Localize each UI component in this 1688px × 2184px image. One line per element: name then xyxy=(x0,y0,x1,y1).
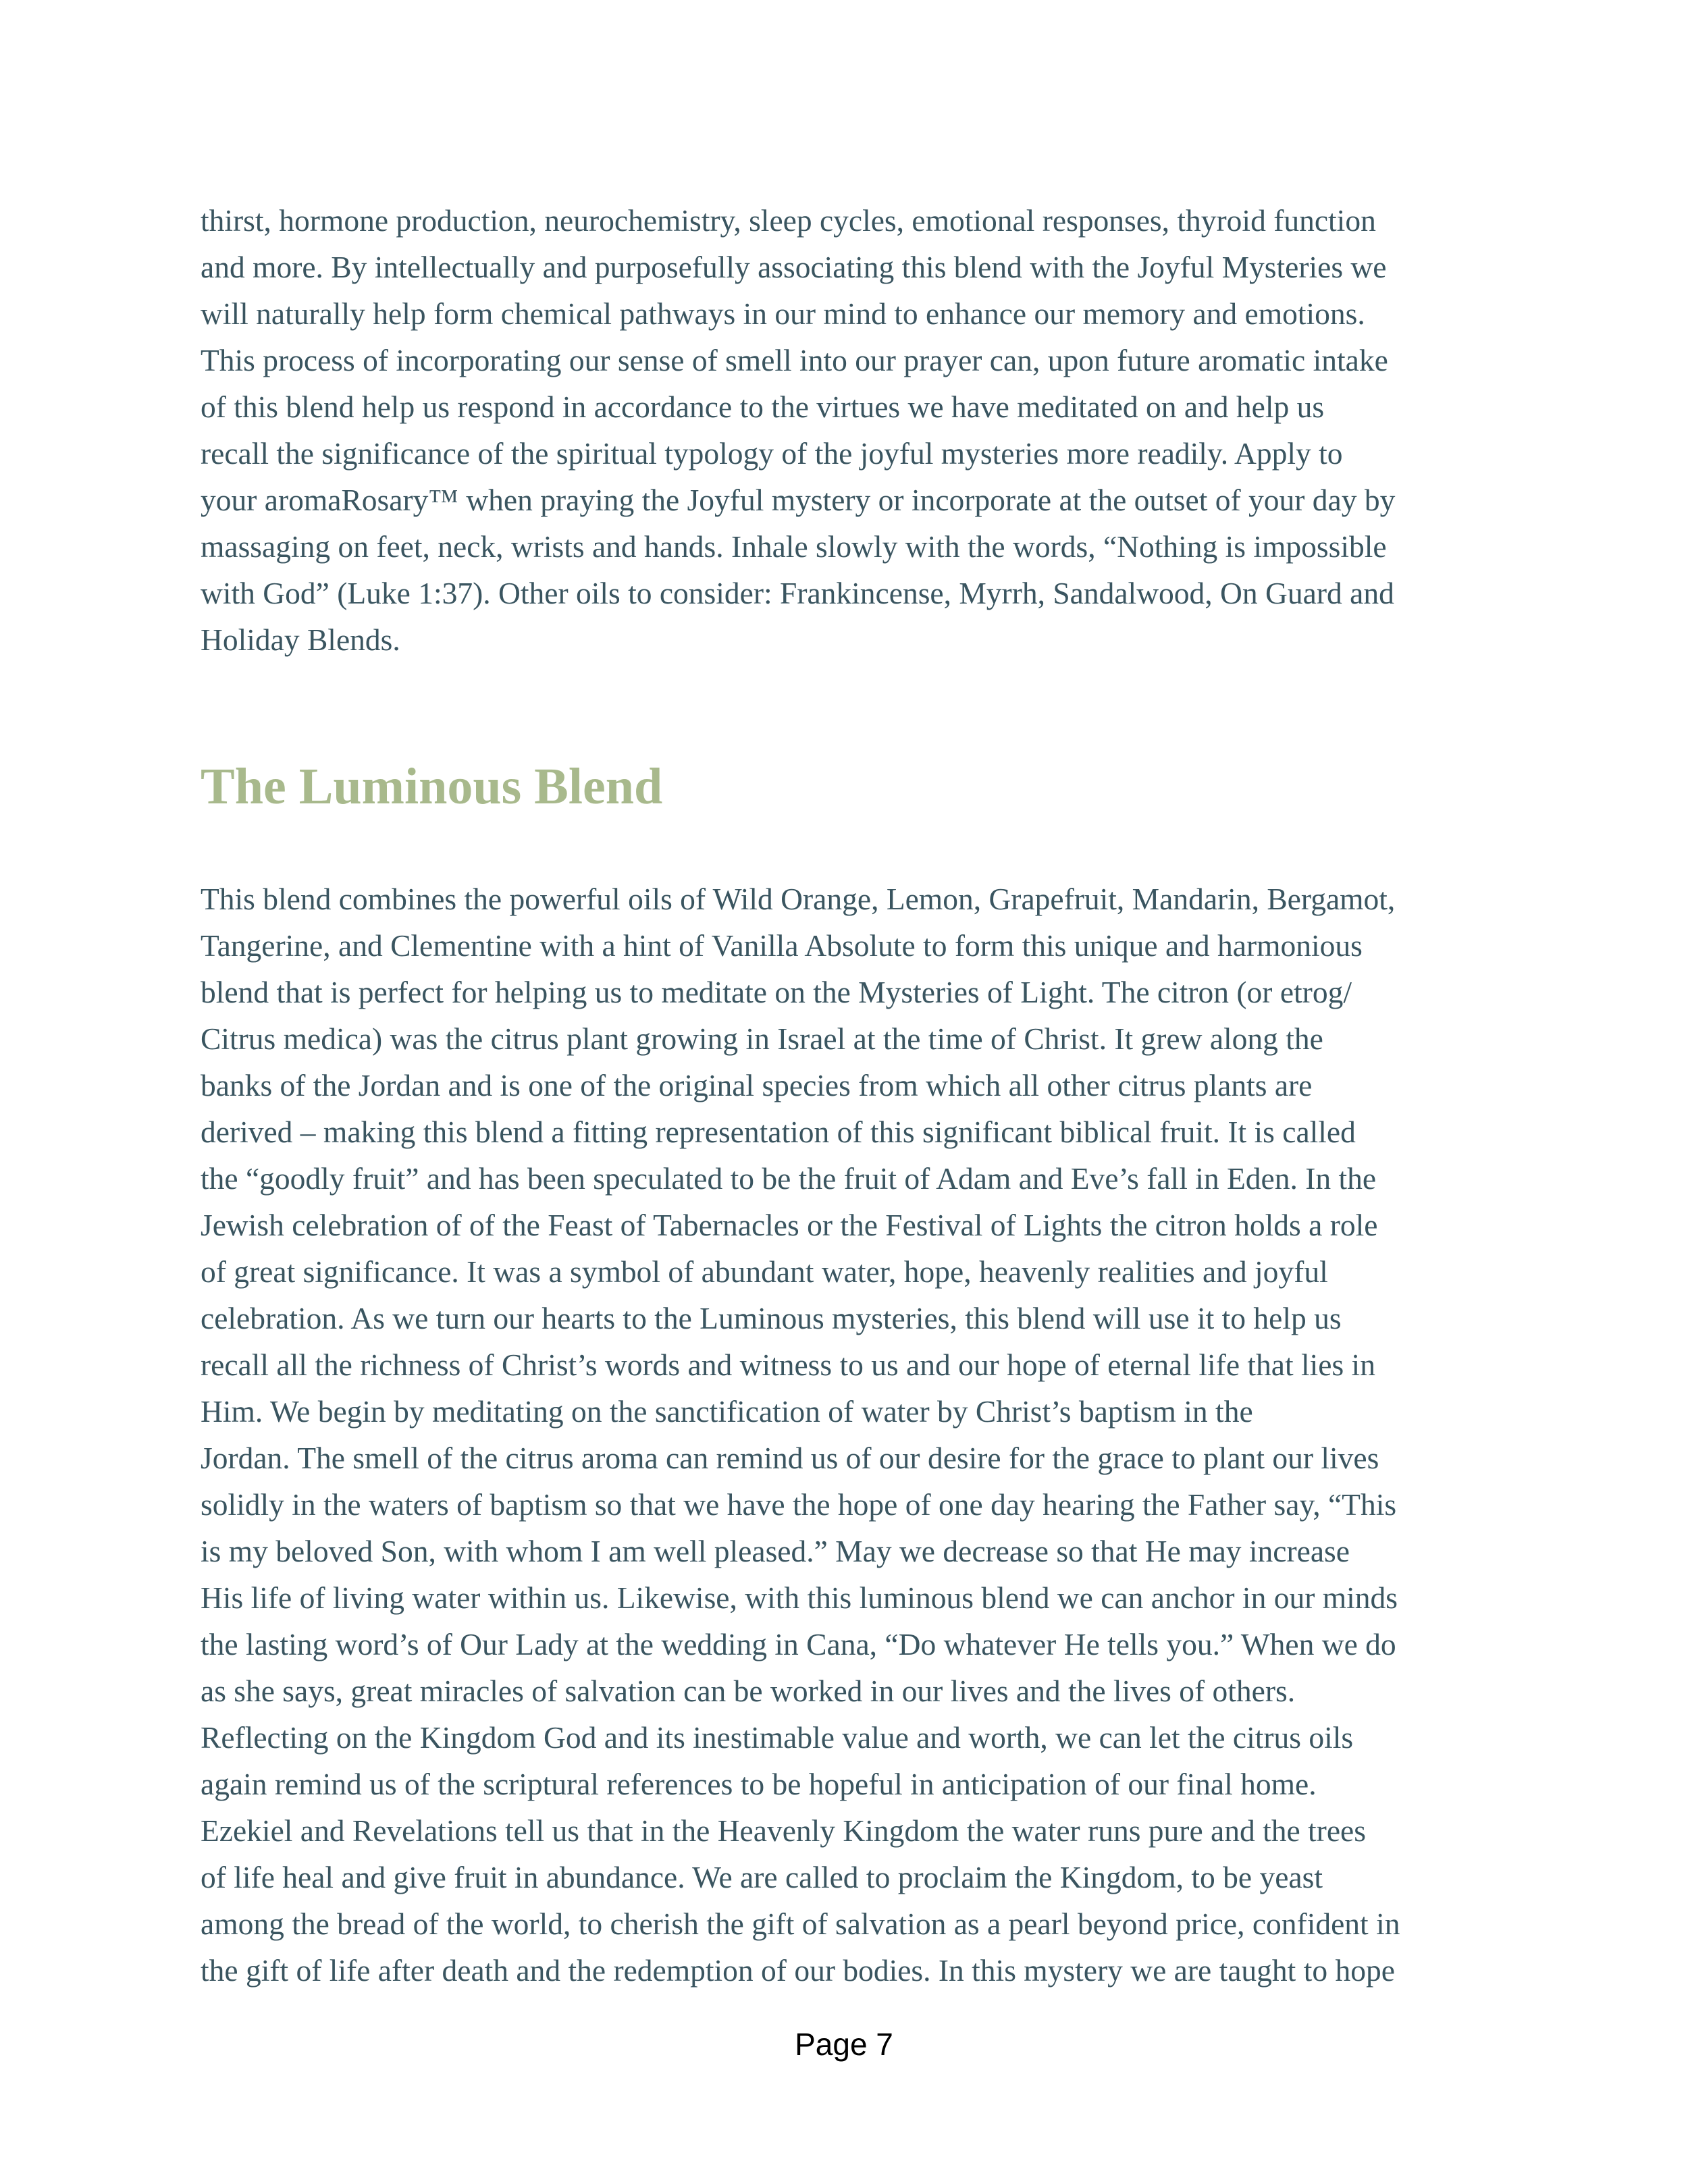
paragraph-line: blend that is perfect for helping us to meditate on the Mysteries of Light. The citron (or etrog/ xyxy=(201,975,1352,1009)
paragraph-line: as she says, great miracles of salvation can be worked in our lives and the lives of others. xyxy=(201,1674,1296,1708)
paragraph-line: banks of the Jordan and is one of the original species from which all other citrus plants are xyxy=(201,1068,1313,1102)
paragraph-line: Tangerine, and Clementine with a hint of Vanilla Absolute to form this unique and harmonious xyxy=(201,928,1363,963)
paragraph-line: solidly in the waters of baptism so that we have the hope of one day hearing the Father say, “This xyxy=(201,1487,1397,1522)
paragraph-line: will naturally help form chemical pathways in our mind to enhance our memory and emotions. xyxy=(201,296,1365,331)
paragraph-line: Him. We begin by meditating on the sanctification of water by Christ’s baptism in the xyxy=(201,1394,1253,1429)
paragraph-line: His life of living water within us. Likewise, with this luminous blend we can anchor in our minds xyxy=(201,1580,1398,1615)
paragraph-line: recall all the richness of Christ’s words and witness to us and our hope of eternal life that lies in xyxy=(201,1348,1375,1382)
paragraph-line: your aromaRosary™ when praying the Joyful mystery or incorporate at the outset of your day by xyxy=(201,483,1396,517)
paragraph-line: thirst, hormone production, neurochemistry, sleep cycles, emotional responses, thyroid function xyxy=(201,203,1376,238)
paragraph-line: Jordan. The smell of the citrus aroma can remind us of our desire for the grace to plant our lives xyxy=(201,1441,1379,1475)
paragraph-line: again remind us of the scriptural references to be hopeful in anticipation of our final home. xyxy=(201,1767,1317,1801)
paragraph-line: Ezekiel and Revelations tell us that in the Heavenly Kingdom the water runs pure and the trees xyxy=(201,1813,1366,1848)
paragraph-line: celebration. As we turn our hearts to the Luminous mysteries, this blend will use it to help us xyxy=(201,1301,1342,1335)
paragraph-line: the lasting word’s of Our Lady at the wedding in Cana, “Do whatever He tells you.” When we do xyxy=(201,1627,1396,1661)
paragraph-line: This process of incorporating our sense of smell into our prayer can, upon future aromatic intake xyxy=(201,343,1388,377)
paragraph-line: derived – making this blend a fitting representation of this significant biblical fruit. It is called xyxy=(201,1115,1356,1149)
paragraph-line: the gift of life after death and the redemption of our bodies. In this mystery we are taught to hope xyxy=(201,1953,1395,1988)
paragraph-line: among the bread of the world, to cherish the gift of salvation as a pearl beyond price, confident in xyxy=(201,1907,1400,1941)
paragraph-line: Holiday Blends. xyxy=(201,622,400,657)
section-paragraph xyxy=(201,876,1504,1994)
paragraph-line: and more. By intellectually and purposefully associating this blend with the Joyful Mysteries we xyxy=(201,250,1387,284)
paragraph-line: with God” (Luke 1:37). Other oils to consider: Frankincense, Myrrh, Sandalwood, On Guard and xyxy=(201,576,1394,610)
paragraph-line: of great significance. It was a symbol of abundant water, hope, heavenly realities and joyful xyxy=(201,1254,1328,1289)
paragraph-line: massaging on feet, neck, wrists and hands. Inhale slowly with the words, “Nothing is impossible xyxy=(201,529,1387,564)
top-paragraph xyxy=(201,197,1504,663)
paragraph-line: recall the significance of the spiritual typology of the joyful mysteries more readily. Apply to xyxy=(201,436,1343,471)
paragraph-line: of this blend help us respond in accordance to the virtues we have meditated on and help us xyxy=(201,390,1325,424)
paragraph-line: the “goodly fruit” and has been speculated to be the fruit of Adam and Eve’s fall in Eden. In the xyxy=(201,1161,1377,1196)
section-heading: The Luminous Blend xyxy=(201,758,663,815)
paragraph-line: of life heal and give fruit in abundance. We are called to proclaim the Kingdom, to be yeast xyxy=(201,1860,1323,1894)
paragraph-line: Reflecting on the Kingdom God and its inestimable value and worth, we can let the citrus oils xyxy=(201,1720,1354,1755)
paragraph-line: Jewish celebration of of the Feast of Tabernacles or the Festival of Lights the citron holds a role xyxy=(201,1208,1378,1242)
paragraph-line: This blend combines the powerful oils of Wild Orange, Lemon, Grapefruit, Mandarin, Bergamot, xyxy=(201,882,1396,916)
page-number: Page 7 xyxy=(795,2027,893,2062)
paragraph-line: is my beloved Son, with whom I am well pleased.” May we decrease so that He may increase xyxy=(201,1534,1350,1568)
paragraph-line: Citrus medica) was the citrus plant growing in Israel at the time of Christ. It grew along the xyxy=(201,1021,1323,1056)
